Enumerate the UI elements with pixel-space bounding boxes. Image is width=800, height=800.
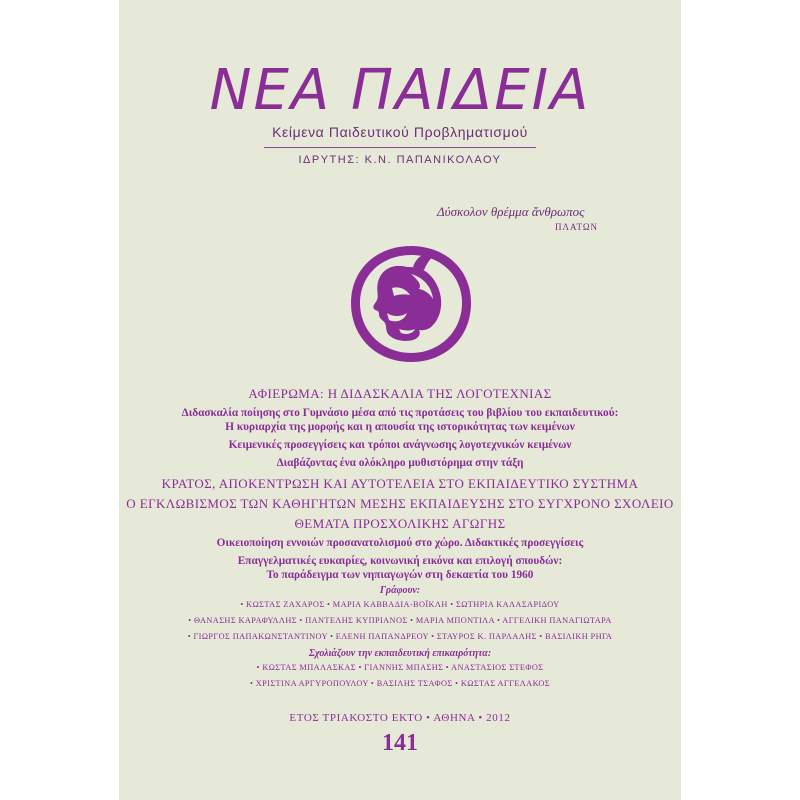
- subtitle-divider: [264, 147, 536, 148]
- section-heading-state: ΚΡΑΤΟΣ, ΑΠΟΚΕΝΤΡΩΣΗ ΚΑΙ ΑΥΤΟΤΕΛΕΙΑ ΣΤΟ ΕΚΠΑΙΔΕΥΤΙΚΟ ΣΥΣΤΗΜΑ: [161, 476, 639, 491]
- founder-line: ΙΔΡΥΤΗΣ: Κ.Ν. ΠΑΠΑΝΙΚΟΛΑΟΥ: [298, 154, 502, 166]
- commentators-list: • ΚΩΣΤΑΣ ΜΠΑΛΑΣΚΑΣ • ΓΙΑΝΝΗΣ ΜΠΑΣΗΣ • ΑΝΑΣΤΑΣΙΟΣ ΣΤΕΦΟΣ: [256, 663, 544, 672]
- magazine-cover: [119, 0, 681, 800]
- article-title-cont: Η κυριαρχία της μορφής και η απουσία της ιστορικότητας των κειμένων: [225, 421, 575, 433]
- table-of-contents: [119, 386, 681, 692]
- section-heading-teachers: Ο ΕΓΚΛΩΒΙΣΜΟΣ ΤΩΝ ΚΑΘΗΓΗΤΩΝ ΜΕΣΗΣ ΕΚΠΑΙΔΕΥΣΗΣ ΣΤΟ ΣΥΓΧΡΟΝΟ ΣΧΟΛΕΙΟ: [126, 496, 674, 511]
- article-title: Κειμενικές προσεγγίσεις και τρόποι ανάγνωσης λογοτεχνικών κειμένων: [228, 439, 572, 451]
- epigraph-quote: Δύσκολον θρέμμα ἄνθρωπος: [437, 204, 585, 219]
- writers-list: • ΓΙΩΡΓΟΣ ΠΑΠΑΚΩΝΣΤΑΝΤΙΝΟΥ • ΕΛΕΝΗ ΠΑΠΑΝΔΡΕΟΥ • ΣΤΑΥΡΟΣ Κ. ΠΑΡΛΑΛΗΣ • ΒΑΣΙΛΙΚΗ ΡΗΓΑ: [187, 632, 613, 641]
- commentators-list: • ΧΡΙΣΤΙΝΑ ΑΡΓΥΡΟΠΟΥΛΟΥ • ΒΑΣΙΛΗΣ ΤΣΑΦΟΣ • ΚΩΣΤΑΣ ΑΓΓΕΛΑΚΟΣ: [249, 679, 551, 688]
- writers-heading: Γράφουν:: [379, 585, 421, 596]
- writers-list: • ΚΩΣΤΑΣ ΖΑΧΑΡΟΣ • ΜΑΡΙΑ ΚΑΒΒΑΔΙΑ-ΒΟΪΚΛΗ • ΣΩΤΗΡΙΑ ΚΑΛΑΣΑΡΙΔΟΥ: [240, 600, 560, 609]
- year-place-line: ΕΤΟΣ ΤΡΙΑΚΟΣΤΟ ΕΚΤΟ • ΑΘΗΝΑ • 2012: [289, 712, 511, 724]
- article-title-cont: Το παράδειγμα των νηπιαγωγών στη δεκαετία του 1960: [266, 569, 534, 581]
- article-title: Διδασκαλία ποίησης στο Γυμνάσιο μέσα από τις προτάσεις του βιβλίου του εκπαιδευτικού:: [181, 407, 619, 419]
- magazine-subtitle: Κείμενα Παιδευτικού Προβληματισμού: [272, 124, 528, 140]
- article-title: Διαβάζοντας ένα ολόκληρο μυθιστόρημα στην τάξη: [276, 457, 524, 469]
- section-heading-literature: ΑΦΙΕΡΩΜΑ: Η ΔΙΔΑΣΚΑΛΙΑ ΤΗΣ ΛΟΓΟΤΕΧΝΙΑΣ: [248, 386, 552, 401]
- writers-list: • ΘΑΝΑΣΗΣ ΚΑΡΑΦΥΛΛΗΣ • ΠΑΝΤΕΛΗΣ ΚΥΠΡΙΑΝΟΣ • ΜΑΡΙΑ ΜΠΟΝΤΙΛΑ • ΑΓΓΕΛΙΚΗ ΠΑΝΑΓΙΩΤΑΡΑ: [188, 616, 612, 625]
- issue-number: 141: [382, 730, 418, 756]
- article-title: Επαγγελματικές ευκαιρίες, κοινωνική εικόνα και επιλογή σπουδών:: [237, 555, 563, 567]
- section-heading-preschool: ΘΕΜΑΤΑ ΠΡΟΣΧΟΛΙΚΗΣ ΑΓΩΓΗΣ: [294, 516, 506, 531]
- epigraph-author: ΠΛΑΤΩΝ: [555, 222, 599, 232]
- article-title: Οικειοποίηση εννοιών προσανατολισμού στο χώρο. Διδακτικές προσεγγίσεις: [216, 537, 584, 549]
- athena-helmet-emblem-icon: [347, 243, 475, 365]
- commentary-heading: Σχολιάζουν την εκπαιδευτική επικαιρότητα:: [308, 648, 492, 659]
- magazine-title: ΝΕΑ ΠΑΙΔΕΙΑ: [209, 58, 591, 123]
